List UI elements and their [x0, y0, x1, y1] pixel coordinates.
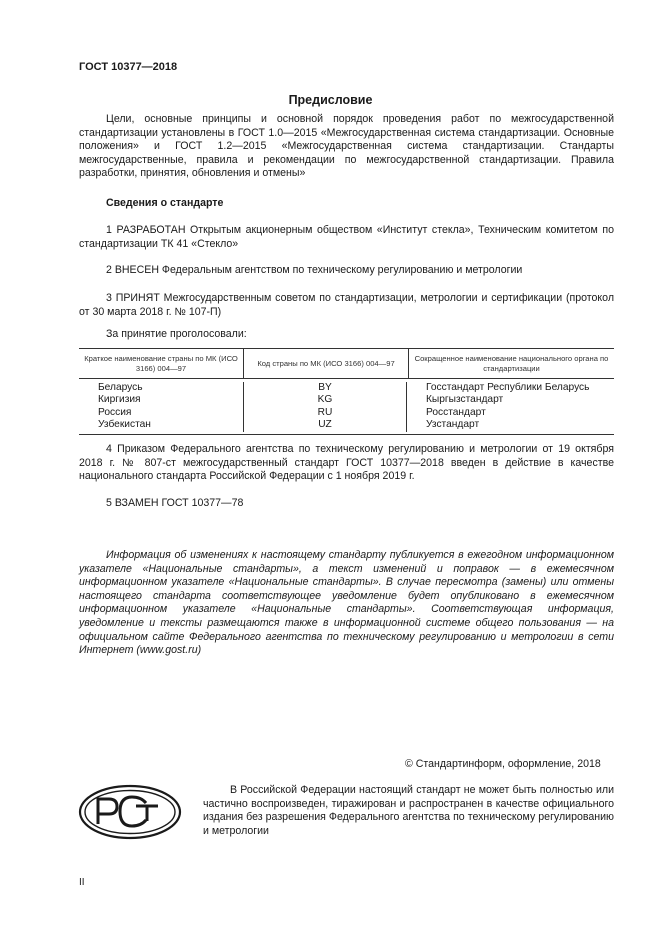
table-cell-country: Узбекистан — [98, 419, 151, 431]
document-id: ГОСТ 10377—2018 — [79, 61, 178, 73]
item-developed: 1 РАЗРАБОТАН Открытым акционерным обществом «Институт стекла», Техническим комитетом по стандартизации ТК 41 «Стекло» — [79, 224, 614, 250]
header-code: Код страны по МК (ИСО 3166) 004—97 — [243, 349, 409, 378]
table-cell-country: Киргизия — [98, 394, 141, 406]
item-adopted: 3 ПРИНЯТ Межгосударственным советом по стандартизации, метрологии и сертификации (протокол от 30 марта 2018 г. № 107-П) — [79, 292, 614, 318]
table-cell-code: UZ — [318, 419, 332, 431]
pst-certification-mark-icon — [78, 784, 182, 840]
body-column — [407, 382, 612, 432]
table-cell-body: Росстандарт — [426, 406, 486, 418]
reproduction-notice: В Российской Федерации настоящий стандарт не может быть полностью или частично воспроизведен, тиражирован и распространен в качестве официального издания без разрешения Федерального агентства по техническому регулированию и метрологии — [203, 784, 614, 837]
about-heading: Сведения о стандарте — [106, 197, 224, 209]
item-enacted: 4 Приказом Федерального агентства по техническому регулированию и метрологии от 19 октября 2018 г. № 807-ст межгосударственный стандарт ГОСТ 10377—2018 введен в действие в качестве национального стандарта Российской Федерации с 1 ноября 2019 г. — [79, 443, 614, 483]
table-cell-body: Узстандарт — [426, 419, 480, 431]
page-title: Предисловие — [288, 93, 373, 107]
header-country: Краткое наименование страны по МК (ИСО 3166) 004—97 — [84, 353, 238, 373]
code-column — [243, 382, 407, 432]
table-cell-body: Кыргызстандарт — [426, 394, 504, 406]
copyright: © Стандартинформ, оформление, 2018 — [405, 758, 601, 770]
item-submitted: 2 ВНЕСЕН Федеральным агентством по техническому регулированию и метрологии — [106, 264, 523, 276]
table-cell-body: Госстандарт Республики Беларусь — [426, 382, 590, 393]
table-body — [79, 379, 614, 434]
voted-label: За принятие проголосовали: — [106, 328, 247, 340]
country-column — [79, 382, 243, 432]
table-cell-code: RU — [317, 406, 333, 418]
item-replaces: 5 ВЗАМЕН ГОСТ 10377—78 — [106, 497, 244, 509]
intro-paragraph: Цели, основные принципы и основной порядок проведения работ по межгосударственной стандартизации установлены в ГОСТ 1.0—2015 «Межгосударственная система стандартизации. Основные положения» и ГОСТ 1.2—2015 «Межгосударственная система стандартизации. Стандарты межгосударственные, правила и рекомендации по межгосударственной стандартизации. Правила разработки, принятия, обновления и отмены» — [79, 113, 614, 180]
page-number: II — [79, 877, 85, 888]
table-cell-code: BY — [318, 382, 332, 393]
header-body: Сокращенное наименование национального органа по стандартизации — [414, 353, 609, 373]
voting-table — [79, 348, 614, 435]
table-cell-country: Беларусь — [98, 382, 143, 393]
changes-info: Информация об изменениях к настоящему стандарту публикуется в ежегодном информационном указателе «Национальные стандарты», а текст изменений и поправок — в ежемесячном информационном указателе «Национальные стандарты». В случае пересмотра (замены) или отмены настоящего стандарта соответствующее уведомление будет опубликовано в ежемесячном информационном указателе «Национальные стандарты». Соответствующая информация, уведомление и тексты размещаются также в информационной системе общего пользования — на официальном сайте Федерального агентства по техническому регулированию и метрологии в сети Интернет (www.gost.ru) — [79, 549, 614, 657]
table-header — [79, 349, 614, 379]
table-cell-country: Россия — [98, 406, 132, 418]
table-cell-code: KG — [317, 394, 333, 406]
